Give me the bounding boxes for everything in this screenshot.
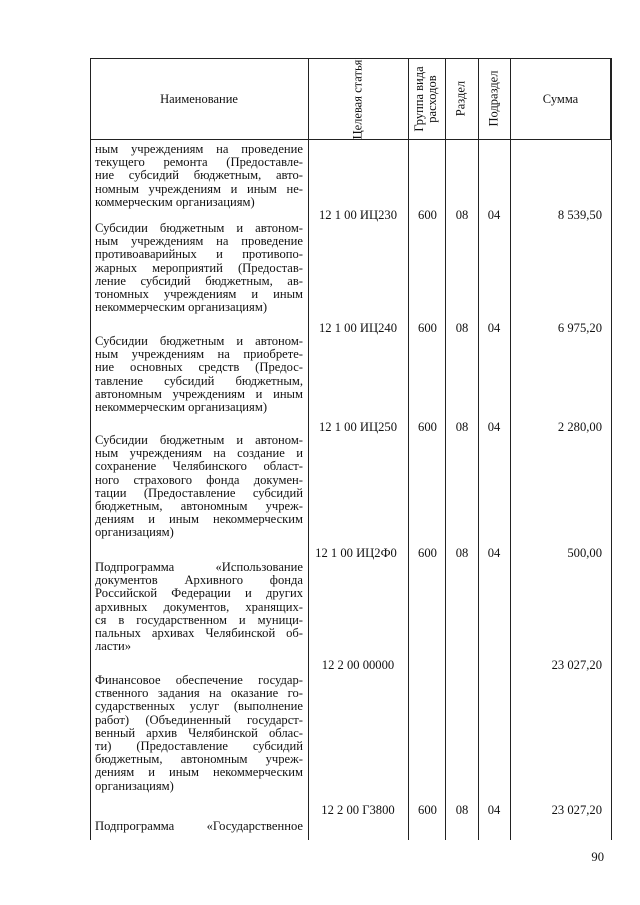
row-5-section: 08 bbox=[455, 803, 469, 817]
col-line-2 bbox=[408, 58, 409, 840]
row-0-section: 08 bbox=[455, 208, 469, 222]
row-5-line-0: Финансовое обеспечение государ- bbox=[95, 673, 303, 687]
header-sum: Сумма bbox=[542, 91, 579, 106]
row-4-line-1: документов Архивного фонда bbox=[95, 573, 303, 588]
row-0-line-1: текущего ремонта (Предоставле- bbox=[95, 155, 303, 170]
row-5-code: 12 2 00 Г3800 bbox=[321, 803, 395, 817]
header-subsection-wrap bbox=[478, 58, 510, 140]
row-5-line-5: ти) (Предоставление субсидий bbox=[95, 738, 303, 753]
row-5-line-2: сударственных услуг (выполнение bbox=[95, 699, 303, 714]
row-4-line-4: ся в государственном и муници- bbox=[95, 612, 303, 627]
col-line-right bbox=[611, 58, 612, 840]
row-5-subsection: 04 bbox=[487, 803, 501, 817]
row-3-line-4: тации (Предоставление субсидий bbox=[95, 485, 303, 500]
row-4-line-6: ласти» bbox=[95, 639, 132, 654]
row-2-line-5: некоммерческим организациям) bbox=[95, 399, 268, 414]
row-4-line-2: Российской Федерации и других bbox=[95, 586, 303, 601]
row-3-name bbox=[95, 434, 303, 540]
row-4-sum: 23 027,20 bbox=[551, 658, 602, 672]
row-3-subsection: 04 bbox=[487, 546, 501, 560]
col-line-1 bbox=[308, 58, 309, 840]
row-2-section: 08 bbox=[455, 420, 469, 434]
row-4-line-0: Подпрограмма «Использование bbox=[95, 560, 303, 574]
row-1-code: 12 1 00 ИЦ240 bbox=[318, 321, 397, 335]
row-5-line-6: бюджетным, автономным учреж- bbox=[95, 752, 303, 767]
row-4-name bbox=[95, 561, 303, 653]
row-3-code: 12 1 00 ИЦ2Ф0 bbox=[315, 546, 397, 560]
header-target-article-wrap bbox=[308, 58, 408, 140]
row-3-line-1: ным учреждениям на создание и bbox=[95, 446, 303, 461]
row-5-line-1: ственного задания на оказание го- bbox=[95, 686, 303, 701]
row-3-sum: 500,00 bbox=[567, 546, 602, 560]
col-line-left bbox=[90, 58, 91, 840]
row-1-line-5: тономных учреждениям и иным bbox=[95, 286, 303, 301]
row-0-subsection: 04 bbox=[487, 208, 501, 222]
row-6-line-0: Подпрограмма «Государственное bbox=[95, 819, 303, 833]
row-1-line-0: Субсидии бюджетным и автоном- bbox=[95, 221, 303, 235]
row-2-line-0: Субсидии бюджетным и автоном- bbox=[95, 334, 303, 348]
row-2-name bbox=[95, 335, 303, 414]
row-0-line-3: номным учреждениям и иным не- bbox=[95, 181, 303, 196]
row-2-group: 600 bbox=[418, 420, 437, 434]
row-2-line-4: автономным учреждениям и иным bbox=[95, 386, 303, 401]
row-0-line-4: коммерческим организациям) bbox=[95, 194, 255, 209]
row-6-name bbox=[95, 820, 303, 833]
header-subsection: Подраздел bbox=[486, 70, 501, 127]
row-1-group: 600 bbox=[418, 321, 437, 335]
row-4-code: 12 2 00 00000 bbox=[321, 658, 395, 672]
row-5-name bbox=[95, 674, 303, 793]
row-3-line-2: сохранение Челябинского област- bbox=[95, 459, 303, 474]
row-1-section: 08 bbox=[455, 321, 469, 335]
row-1-subsection: 04 bbox=[487, 321, 501, 335]
page-number: 90 bbox=[591, 850, 604, 864]
row-4-line-3: архивных документов, хранящих- bbox=[95, 599, 303, 614]
row-3-group: 600 bbox=[418, 546, 437, 560]
row-0-line-2: ние субсидий бюджетным, авто- bbox=[95, 168, 303, 183]
col-line-4 bbox=[478, 58, 479, 840]
row-2-subsection: 04 bbox=[487, 420, 501, 434]
row-1-line-2: противоаварийных и противопо- bbox=[95, 247, 303, 262]
row-0-name bbox=[95, 143, 303, 209]
row-4-line-5: пальных архивах Челябинской об- bbox=[95, 625, 303, 640]
row-3-section: 08 bbox=[455, 546, 469, 560]
row-3-line-5: бюджетным, автономным учреж- bbox=[95, 498, 303, 513]
header-target-article: Целевая статья bbox=[350, 59, 365, 140]
header-section-wrap bbox=[445, 58, 478, 140]
header-name: Наименование bbox=[160, 91, 238, 106]
row-3-line-0: Субсидии бюджетным и автоном- bbox=[95, 433, 303, 447]
header-expense-group: Группа вида расходов bbox=[412, 66, 439, 132]
row-1-line-1: ным учреждениям на проведение bbox=[95, 234, 303, 249]
col-line-3 bbox=[445, 58, 446, 840]
row-2-code: 12 1 00 ИЦ250 bbox=[318, 420, 397, 434]
row-1-line-4: ление субсидий бюджетным, ав- bbox=[95, 273, 303, 288]
row-5-line-8: организациям) bbox=[95, 778, 174, 793]
row-1-line-3: жарных мероприятий (Предостав- bbox=[95, 260, 303, 275]
row-5-line-3: работ) (Объединенный государст- bbox=[95, 712, 303, 727]
row-1-line-6: некоммерческим организациям) bbox=[95, 300, 268, 315]
row-1-sum: 6 975,20 bbox=[557, 321, 602, 335]
header-expense-group-wrap bbox=[408, 58, 445, 140]
row-0-sum: 8 539,50 bbox=[557, 208, 602, 222]
row-3-line-6: дениям и иным некоммерческим bbox=[95, 512, 303, 527]
row-0-group: 600 bbox=[418, 208, 437, 222]
row-0-line-0: ным учреждениям на проведение bbox=[95, 142, 303, 156]
row-2-line-1: ным учреждениям на приобрете- bbox=[95, 347, 303, 362]
row-2-sum: 2 280,00 bbox=[557, 420, 602, 434]
row-5-line-7: дениям и иным некоммерческим bbox=[95, 765, 303, 780]
row-3-line-3: ного страхового фонда докумен- bbox=[95, 472, 303, 487]
row-2-line-2: ние основных средств (Предос- bbox=[95, 360, 303, 375]
row-5-sum: 23 027,20 bbox=[551, 803, 602, 817]
row-5-line-4: венный архив Челябинской облас- bbox=[95, 725, 303, 740]
row-3-line-7: организациям) bbox=[95, 525, 174, 540]
row-0-code: 12 1 00 ИЦ230 bbox=[318, 208, 397, 222]
col-line-5 bbox=[510, 58, 511, 840]
row-2-line-3: тавление субсидий бюджетным, bbox=[95, 373, 303, 388]
row-5-group: 600 bbox=[418, 803, 437, 817]
row-1-name bbox=[95, 222, 303, 314]
header-section: Раздел bbox=[453, 80, 468, 117]
